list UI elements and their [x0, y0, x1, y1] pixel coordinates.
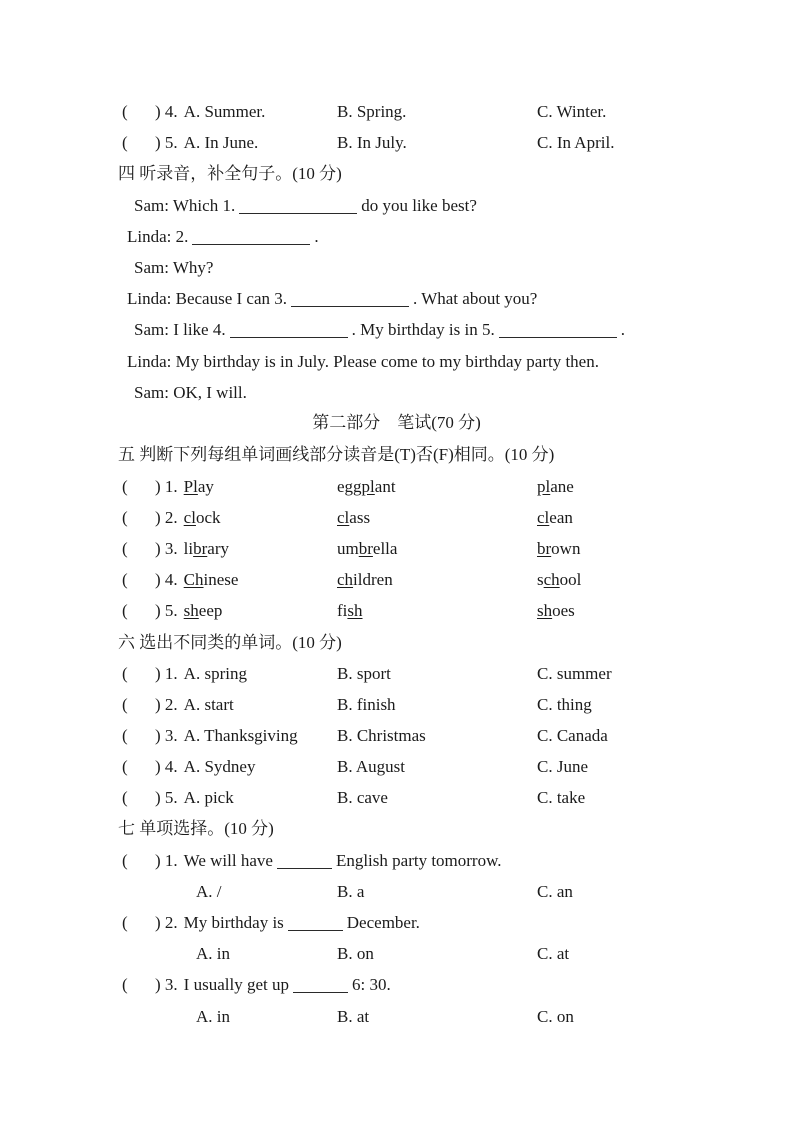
- option-a: A. Summer.: [183, 102, 266, 121]
- option-a-cell: [155, 131, 258, 155]
- answer-paren: (: [122, 508, 128, 527]
- dialog-text: Sam: OK, I will.: [134, 383, 247, 402]
- option-c: C. thing: [537, 695, 592, 714]
- word-2: [337, 568, 393, 592]
- option-a-cell: [155, 755, 255, 779]
- answer-paren: (: [122, 570, 128, 589]
- answer-blank: [288, 918, 343, 931]
- question-number: ) 1.: [155, 664, 178, 683]
- answer-paren: (: [122, 851, 128, 870]
- listening-mc-row: [0, 100, 793, 124]
- option-a-cell: [155, 693, 234, 717]
- word-underlined: sh: [183, 601, 199, 620]
- question-number: ) 4.: [155, 570, 178, 589]
- answer-paren: (: [122, 664, 128, 683]
- option-a: A. start: [183, 695, 234, 714]
- question-number: ) 1.: [155, 477, 178, 496]
- word-post: ool: [559, 570, 582, 589]
- dialog-chunk: do you like best?: [361, 196, 477, 215]
- word-underlined: br: [358, 539, 373, 558]
- mc-question: [0, 911, 793, 935]
- question-number: ) 4.: [155, 757, 178, 776]
- question-post: 6: 30.: [351, 975, 391, 994]
- underlined-word: [184, 570, 239, 589]
- option-b: B. Spring.: [337, 102, 407, 121]
- question-number: ) 3.: [155, 975, 178, 994]
- question-number: ) 5.: [155, 788, 178, 807]
- question-number: ) 3.: [155, 539, 178, 558]
- dialog-line: [0, 287, 793, 311]
- word-pre: um: [337, 539, 359, 558]
- word-pre: egg: [337, 477, 362, 496]
- option-a: A. Sydney: [183, 757, 256, 776]
- word-post: oes: [552, 601, 575, 620]
- odd-one-out-row: [0, 755, 793, 779]
- answer-paren: (: [122, 477, 128, 496]
- question-pre: I usually get up: [183, 975, 289, 994]
- question-text: [155, 973, 391, 997]
- word-1: [155, 506, 221, 530]
- mc-options-row: [0, 1005, 793, 1029]
- dialog-chunk: Linda: Because I can 3.: [127, 289, 288, 308]
- word-2: [337, 506, 370, 530]
- word-post: ay: [197, 477, 214, 496]
- option-c: C. an: [537, 882, 573, 901]
- word-3: [537, 537, 580, 561]
- option-b: B. sport: [337, 664, 391, 683]
- answer-blank: [277, 856, 332, 869]
- word-post: ant: [374, 477, 396, 496]
- section-title: 四 听录音，补全句子。(10 分): [118, 164, 342, 183]
- option-c: C. take: [537, 788, 586, 807]
- option-b: B. finish: [337, 695, 396, 714]
- fill-blank-5: [499, 325, 617, 338]
- listening-mc-row: [0, 131, 793, 155]
- dialog-text: [134, 194, 477, 218]
- option-a-cell: [155, 786, 234, 810]
- word-underlined: Pl: [183, 477, 198, 496]
- underlined-word: [184, 508, 221, 527]
- question-number: ) 2.: [155, 695, 178, 714]
- answer-paren: (: [122, 133, 128, 152]
- word-pre: fi: [337, 601, 348, 620]
- word-post: ary: [207, 539, 230, 558]
- option-a: A. spring: [183, 664, 247, 683]
- option-a: A. pick: [183, 788, 234, 807]
- question-number: ) 4.: [155, 102, 178, 121]
- dialog-chunk: Linda: 2.: [127, 227, 189, 246]
- answer-paren: (: [122, 601, 128, 620]
- dialog-text: [127, 225, 319, 249]
- word-underlined: cl: [183, 508, 196, 527]
- option-c: C. summer: [537, 664, 612, 683]
- pronunciation-row: [0, 475, 793, 499]
- word-post: ock: [195, 508, 221, 527]
- fill-blank-4: [230, 325, 348, 338]
- option-a-cell: [155, 662, 247, 686]
- option-a: A. in: [196, 1007, 230, 1026]
- option-b: B. Christmas: [337, 726, 426, 745]
- question-pre: My birthday is: [183, 913, 284, 932]
- answer-paren: (: [122, 788, 128, 807]
- option-c: C. Winter.: [537, 102, 607, 121]
- question-number: ) 2.: [155, 913, 178, 932]
- word-2: [337, 475, 396, 499]
- word-pre: s: [537, 570, 544, 589]
- question-post: December.: [346, 913, 420, 932]
- dialog-chunk: .: [620, 320, 625, 339]
- option-b: B. at: [337, 1007, 370, 1026]
- option-b: B. on: [337, 944, 374, 963]
- word-post: own: [551, 539, 581, 558]
- odd-one-out-row: [0, 786, 793, 810]
- word-post: eep: [198, 601, 223, 620]
- word-post: ane: [550, 477, 574, 496]
- word-underlined: cl: [537, 508, 550, 527]
- fill-blank-1: [239, 201, 357, 214]
- dialog-line: [0, 350, 793, 374]
- word-3: [537, 599, 575, 623]
- question-number: ) 5.: [155, 133, 178, 152]
- answer-blank: [293, 980, 348, 993]
- word-underlined: br: [537, 539, 552, 558]
- section-title: 五 判断下列每组单词画线部分读音是(T)否(F)相同。(10 分): [118, 445, 555, 464]
- dialog-text: Linda: My birthday is in July. Please come to my birthday party then.: [127, 352, 599, 371]
- word-underlined: pl: [361, 477, 375, 496]
- question-pre: We will have: [183, 851, 273, 870]
- answer-paren: (: [122, 726, 128, 745]
- option-c: C. In April.: [537, 133, 615, 152]
- word-1: [155, 475, 214, 499]
- word-post: ean: [549, 508, 573, 527]
- dialog-line: [0, 318, 793, 342]
- answer-paren: (: [122, 975, 128, 994]
- section-6-heading: [0, 631, 793, 655]
- dialog-chunk: . What about you?: [413, 289, 538, 308]
- pronunciation-row: [0, 568, 793, 592]
- part-2-heading: [0, 411, 793, 435]
- odd-one-out-row: [0, 724, 793, 748]
- word-post: ass: [349, 508, 371, 527]
- mc-question: [0, 849, 793, 873]
- dialog-text: [134, 318, 625, 342]
- option-a: A. Thanksgiving: [183, 726, 298, 745]
- option-c: C. at: [537, 944, 570, 963]
- option-a-cell: [155, 724, 298, 748]
- word-underlined: pl: [537, 477, 551, 496]
- answer-paren: (: [122, 913, 128, 932]
- option-b: B. In July.: [337, 133, 407, 152]
- dialog-line: [0, 381, 793, 405]
- section-4-heading: [0, 162, 793, 186]
- section-title: 七 单项选择。(10 分): [118, 819, 274, 838]
- word-3: [537, 475, 574, 499]
- underlined-word: [184, 539, 229, 558]
- word-post: ildren: [353, 570, 393, 589]
- pronunciation-row: [0, 537, 793, 561]
- mc-options-row: [0, 880, 793, 904]
- word-1: [155, 568, 238, 592]
- word-underlined: ch: [337, 570, 354, 589]
- question-number: ) 2.: [155, 508, 178, 527]
- word-underlined: cl: [337, 508, 350, 527]
- word-pre: li: [183, 539, 194, 558]
- option-c: C. Canada: [537, 726, 608, 745]
- dialog-chunk: . My birthday is in 5.: [351, 320, 495, 339]
- word-2: [337, 599, 363, 623]
- option-b: B. cave: [337, 788, 388, 807]
- mc-question: [0, 973, 793, 997]
- odd-one-out-row: [0, 662, 793, 686]
- question-number: ) 5.: [155, 601, 178, 620]
- word-underlined: br: [193, 539, 208, 558]
- mc-options-row: [0, 942, 793, 966]
- dialog-chunk: .: [314, 227, 319, 246]
- section-5-heading: [0, 443, 793, 467]
- dialog-text: Sam: Why?: [134, 258, 214, 277]
- dialog-text: [127, 287, 537, 311]
- word-post: inese: [203, 570, 239, 589]
- option-c: C. on: [537, 1007, 574, 1026]
- dialog-chunk: Sam: Which 1.: [134, 196, 236, 215]
- underlined-word: [184, 601, 223, 620]
- word-1: [155, 537, 229, 561]
- word-3: [537, 568, 581, 592]
- option-c: C. June: [537, 757, 588, 776]
- dialog-chunk: Sam: I like 4.: [134, 320, 226, 339]
- question-post: English party tomorrow.: [335, 851, 502, 870]
- word-underlined: Ch: [183, 570, 204, 589]
- dialog-line: [0, 256, 793, 280]
- word-post: ella: [372, 539, 398, 558]
- word-underlined: sh: [347, 601, 363, 620]
- dialog-line: [0, 194, 793, 218]
- word-underlined: sh: [537, 601, 553, 620]
- fill-blank-2: [192, 232, 310, 245]
- pronunciation-row: [0, 506, 793, 530]
- fill-blank-3: [291, 294, 409, 307]
- question-text: [155, 911, 420, 935]
- option-a: A. In June.: [183, 133, 259, 152]
- option-a: A. /: [196, 882, 222, 901]
- section-title: 六 选出不同类的单词。(10 分): [118, 633, 342, 652]
- option-a: A. in: [196, 944, 230, 963]
- word-underlined: ch: [543, 570, 560, 589]
- option-a-cell: [155, 100, 265, 124]
- word-3: [537, 506, 573, 530]
- underlined-word: [184, 477, 214, 496]
- word-2: [337, 537, 397, 561]
- answer-paren: (: [122, 695, 128, 714]
- section-7-heading: [0, 817, 793, 841]
- dialog-line: [0, 225, 793, 249]
- question-text: [155, 849, 502, 873]
- question-number: ) 1.: [155, 851, 178, 870]
- part-title: 第二部分 笔试(70 分): [312, 413, 481, 432]
- answer-paren: (: [122, 757, 128, 776]
- answer-paren: (: [122, 102, 128, 121]
- option-b: B. a: [337, 882, 365, 901]
- option-b: B. August: [337, 757, 406, 776]
- word-1: [155, 599, 222, 623]
- pronunciation-row: [0, 599, 793, 623]
- odd-one-out-row: [0, 693, 793, 717]
- question-number: ) 3.: [155, 726, 178, 745]
- answer-paren: (: [122, 539, 128, 558]
